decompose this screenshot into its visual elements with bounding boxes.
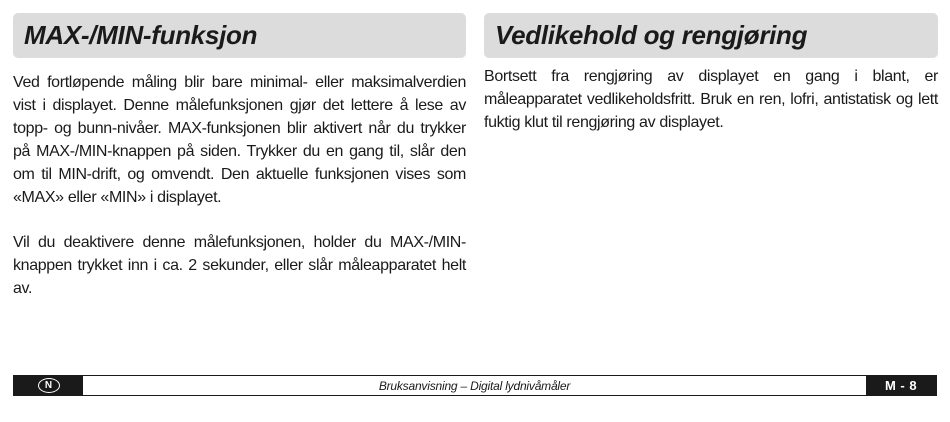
footer-document-title: Bruksanvisning – Digital lydnivåmåler: [378, 378, 571, 393]
language-badge: N: [38, 378, 60, 393]
section-heading-bar: [13, 13, 466, 58]
paragraph: Vil du deaktivere denne målefunksjonen, holder du MAX-/MIN-knappen trykket inn i ca. 2 sekunder, eller slår måleapparatet helt av.: [13, 234, 466, 297]
paragraph: Ved fortløpende måling blir bare minimal- eller maksimalverdien vist i displayet. Denne målefunksjonen gjør det lettere å lese av topp- og bunn-nivåer. MAX-funksjonen blir aktivert når du trykker på MAX-/MIN-knappen på siden. Trykker du en gang til, slår den om til MIN-drift, og omvendt. Den aktuelle funksjonen vises som «MAX» eller «MIN» i displayet.: [13, 74, 466, 206]
section-heading-bar: [484, 13, 938, 58]
section-title: Vedlikehold og rengjøring: [495, 20, 808, 50]
page-number: M - 8: [866, 376, 936, 395]
section-max-min: [13, 13, 466, 300]
section-maintenance: [484, 13, 938, 134]
page-footer: [13, 375, 937, 396]
footer-language-block: [14, 376, 83, 395]
section-title: MAX-/MIN-funksjon: [24, 20, 258, 50]
paragraph: Bortsett fra rengjøring av displayet en gang i blant, er måleapparatet vedlikeholdsfritt. Bruk en ren, lofri, antistatisk og lett fuktig klut til rengjøring av displayet.: [484, 68, 938, 131]
